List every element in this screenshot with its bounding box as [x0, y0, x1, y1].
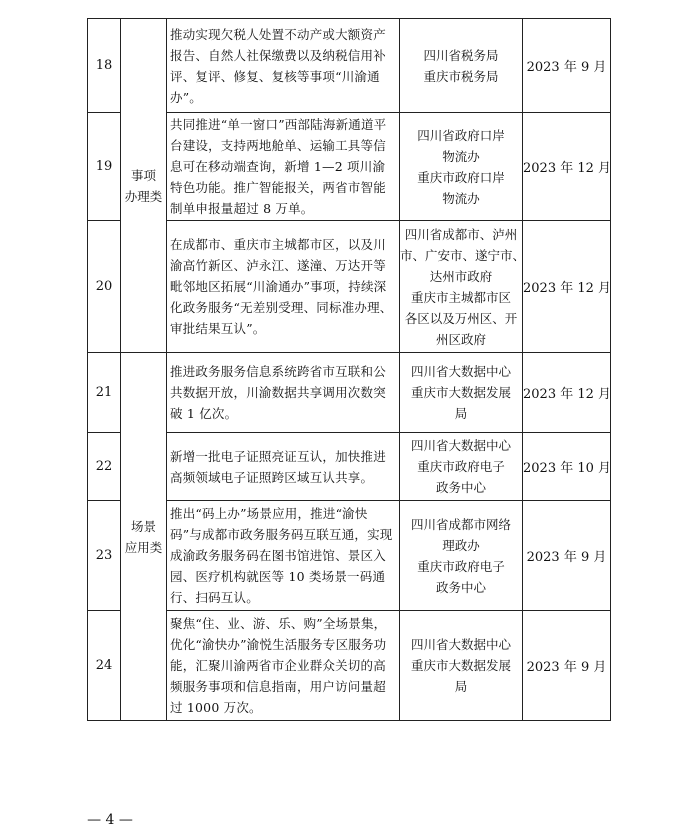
department-line: 局 [454, 679, 468, 694]
page-number: — 4 — [87, 812, 133, 828]
deadline: 2023 年 12 月 [523, 353, 611, 433]
row-number: 23 [88, 501, 121, 611]
deadline: 2023 年 12 月 [523, 221, 611, 353]
department-line: 四川省成都市、泸州 [404, 226, 518, 242]
task-description: 在成都市、重庆市主城都市区，以及川渝高竹新区、泸永江、遂潼、万达开等毗邻地区拓展“川渝通办”事项，持续深化政务服务“无差别受理、同标准办理、审批结果互认”。 [167, 221, 400, 353]
deadline: 2023 年 10 月 [523, 433, 611, 501]
table-row [88, 353, 611, 433]
responsible-department [400, 433, 523, 501]
department-line: 达州市政府 [429, 268, 493, 284]
department-line: 四川省大数据中心 [410, 364, 511, 379]
task-description: 共同推进“单一窗口”西部陆海新通道平台建设，支持两地舱单、运输工具等信息可在移动端查询，新增 1—2 项川渝特色功能。推广智能报关，两省市智能制单申报量超过 8 万单。 [167, 113, 400, 221]
task-table [87, 18, 611, 721]
row-number: 22 [88, 433, 121, 501]
category-line: 办理类 [124, 188, 163, 204]
table-row [88, 433, 611, 501]
department-line: 各区以及万州区、开 [404, 310, 518, 326]
task-description: 推出“码上办”场景应用，推进“渝快码”与成都市政务服务码互联互通，实现成渝政务服务码在图书馆进馆、景区入园、医疗机构就医等 10 类场景一码通行、扫码互认。 [167, 501, 400, 611]
table-row [88, 19, 611, 113]
department-line: 重庆市大数据发展 [410, 385, 511, 400]
department-line: 重庆市税务局 [423, 68, 499, 84]
table-row [88, 113, 611, 221]
department-line: 重庆市政府电子 [417, 459, 505, 474]
department-line: 物流办 [442, 190, 480, 206]
category-scenario [121, 353, 167, 721]
table-row [88, 501, 611, 611]
category-line: 事项 [130, 167, 156, 183]
department-line: 重庆市大数据发展 [410, 658, 511, 673]
row-number: 21 [88, 353, 121, 433]
department-line: 四川省政府口岸 [417, 127, 505, 143]
department-line: 政务中心 [435, 480, 486, 495]
department-line: 四川省税务局 [423, 47, 499, 63]
department-line: 四川省大数据中心 [410, 637, 511, 652]
department-line: 政务中心 [435, 579, 486, 595]
department-line: 四川省成都市网络 [410, 516, 511, 532]
department-line: 州区政府 [435, 331, 486, 347]
department-line: 物流办 [442, 148, 480, 164]
responsible-department [400, 611, 523, 721]
department-line: 重庆市政府口岸 [417, 169, 505, 185]
category-affairs [121, 19, 167, 353]
department-line: 重庆市主城都市区 [410, 289, 511, 305]
responsible-department [400, 113, 523, 221]
task-description: 推动实现欠税人处置不动产或大额资产报告、自然人社保缴费以及纳税信用补评、复评、修复、复核等事项“川渝通办”。 [167, 19, 400, 113]
deadline: 2023 年 9 月 [523, 501, 611, 611]
responsible-department [400, 19, 523, 113]
deadline: 2023 年 12 月 [523, 113, 611, 221]
table-row [88, 221, 611, 353]
category-line: 场景 [130, 518, 156, 534]
department-line: 局 [454, 406, 468, 421]
department-line: 重庆市政府电子 [417, 558, 505, 574]
task-description: 新增一批电子证照亮证互认，加快推进高频领域电子证照跨区域互认共享。 [167, 433, 400, 501]
deadline: 2023 年 9 月 [523, 19, 611, 113]
row-number: 18 [88, 19, 121, 113]
row-number: 24 [88, 611, 121, 721]
responsible-department [400, 353, 523, 433]
deadline: 2023 年 9 月 [523, 611, 611, 721]
table-row [88, 611, 611, 721]
row-number: 19 [88, 113, 121, 221]
task-description: 推进政务服务信息系统跨省市互联和公共数据开放，川渝数据共享调用次数突破 1 亿次。 [167, 353, 400, 433]
category-line: 应用类 [124, 539, 163, 555]
department-line: 四川省大数据中心 [410, 438, 511, 453]
responsible-department [400, 221, 526, 353]
department-line: 市、广安市、遂宁市、 [400, 247, 526, 263]
department-line: 理政办 [442, 537, 480, 553]
responsible-department [400, 501, 523, 611]
row-number: 20 [88, 221, 121, 353]
task-description: 聚焦“住、业、游、乐、购”全场景集，优化“渝快办”渝悦生活服务专区服务功能，汇聚川渝两省市企业群众关切的高频服务事项和信息指南，用户访问量超过 1000 万次。 [167, 611, 400, 721]
